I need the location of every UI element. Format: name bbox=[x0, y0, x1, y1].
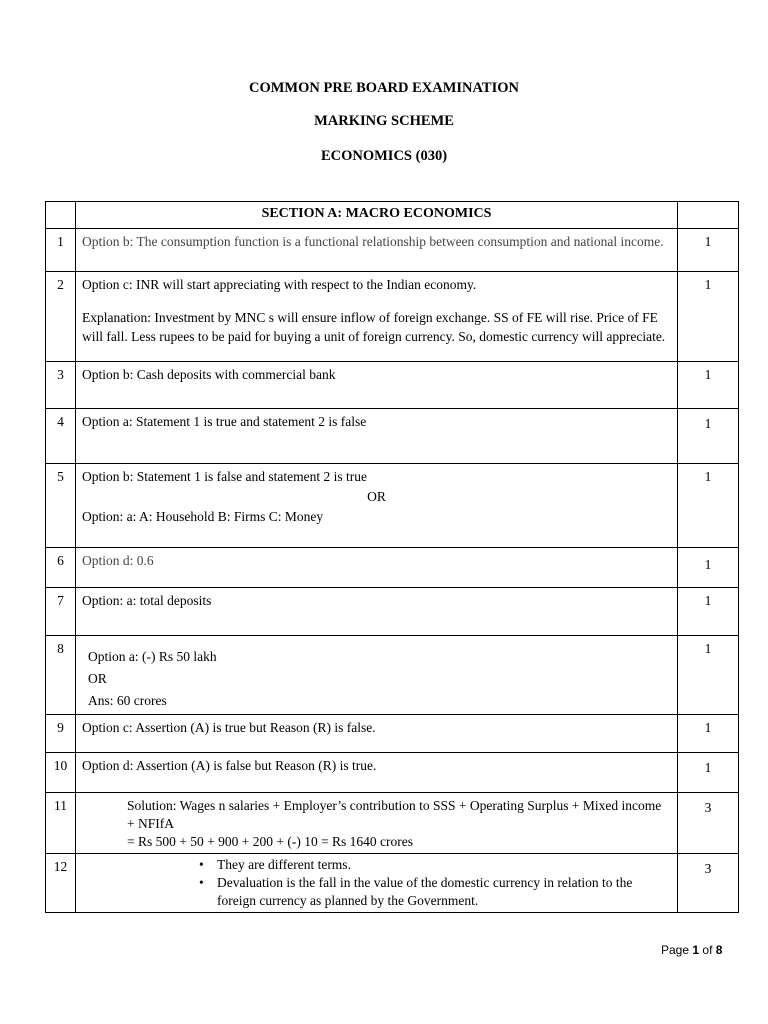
bullet-icon: • bbox=[199, 875, 204, 890]
answer-text: Option a: Statement 1 is true and statement 2 is false bbox=[76, 409, 678, 464]
question-number: 6 bbox=[46, 548, 76, 588]
question-number: 4 bbox=[46, 409, 76, 464]
exam-title: COMMON PRE BOARD EXAMINATION bbox=[249, 80, 519, 96]
section-header-num-cell bbox=[46, 202, 76, 229]
question-number: 8 bbox=[46, 636, 76, 715]
answer-text: Option d: Assertion (A) is false but Reason (R) is true. bbox=[76, 753, 678, 793]
question-number: 12 bbox=[46, 854, 76, 913]
section-title: SECTION A: MACRO ECONOMICS bbox=[76, 202, 678, 229]
answer-cell bbox=[76, 464, 678, 548]
marks: 1 bbox=[678, 409, 739, 464]
marks: 1 bbox=[678, 588, 739, 636]
answer-text: Option a: (-) Rs 50 lakh bbox=[88, 649, 217, 664]
current-page-number: 1 bbox=[692, 943, 700, 957]
question-number: 3 bbox=[46, 362, 76, 409]
marks: 1 bbox=[678, 548, 739, 588]
table-row bbox=[46, 272, 739, 362]
table-row bbox=[46, 362, 739, 409]
answer-text: Option d: 0.6 bbox=[76, 548, 678, 588]
table-row bbox=[46, 464, 739, 548]
or-separator: OR bbox=[88, 671, 107, 686]
total-pages: 8 bbox=[715, 943, 723, 957]
table-row bbox=[46, 409, 739, 464]
section-header-mark-cell bbox=[678, 202, 739, 229]
answer-text: Option b: Statement 1 is false and statement 2 is true bbox=[82, 469, 367, 484]
answer-text: Option b: The consumption function is a functional relationship between consumption and national income. bbox=[76, 229, 678, 272]
question-number: 5 bbox=[46, 464, 76, 548]
answer-text: Option: a: total deposits bbox=[76, 588, 678, 636]
question-number: 7 bbox=[46, 588, 76, 636]
marks: 1 bbox=[678, 464, 739, 548]
bullet-text: Devaluation is the fall in the value of the domestic currency in relation to the foreign currency as planned by the Government. bbox=[217, 875, 633, 908]
table-row bbox=[46, 588, 739, 636]
alternate-answer-text: Ans: 60 crores bbox=[88, 693, 167, 708]
question-number: 11 bbox=[46, 793, 76, 854]
table-row bbox=[46, 548, 739, 588]
marking-scheme-title: MARKING SCHEME bbox=[314, 113, 454, 129]
answer-cell bbox=[76, 636, 678, 715]
question-number: 2 bbox=[46, 272, 76, 362]
marks: 1 bbox=[678, 636, 739, 715]
answer-text: Option c: INR will start appreciating with respect to the Indian economy. bbox=[82, 277, 477, 292]
bullet-text: They are different terms. bbox=[217, 857, 351, 872]
page-indicator bbox=[661, 943, 722, 957]
answer-text: Option c: Assertion (A) is true but Reason (R) is false. bbox=[76, 715, 678, 753]
or-separator: OR bbox=[367, 489, 386, 504]
answer-cell bbox=[76, 854, 678, 913]
marks: 1 bbox=[678, 715, 739, 753]
bullet-icon: • bbox=[199, 857, 204, 872]
marks: 1 bbox=[678, 272, 739, 362]
marking-scheme-table bbox=[45, 201, 739, 913]
explanation-text: Explanation: Investment by MNC s will ensure inflow of foreign exchange. SS of FE will rise. Price of FE will fall. Less rupees to be paid for buying a unit of foreign currency. So, domestic currency will appreciate. bbox=[82, 310, 666, 344]
table-row bbox=[46, 753, 739, 793]
question-number: 10 bbox=[46, 753, 76, 793]
table-row bbox=[46, 636, 739, 715]
table-row bbox=[46, 229, 739, 272]
marks: 1 bbox=[678, 362, 739, 409]
marks: 1 bbox=[678, 753, 739, 793]
list-item bbox=[82, 856, 671, 874]
section-header-row bbox=[46, 202, 739, 229]
question-number: 1 bbox=[46, 229, 76, 272]
answer-cell bbox=[76, 793, 678, 854]
table-row bbox=[46, 854, 739, 913]
table-row bbox=[46, 793, 739, 854]
marks: 1 bbox=[678, 229, 739, 272]
alternate-answer-text: Option: a: A: Household B: Firms C: Money bbox=[82, 509, 324, 524]
list-item bbox=[82, 874, 671, 910]
answer-text: Option b: Cash deposits with commercial bank bbox=[76, 362, 678, 409]
solution-text: Solution: Wages n salaries + Employer’s contribution to SSS + Operating Surplus + Mixed income + NFIfA bbox=[127, 798, 662, 831]
of-label: of bbox=[702, 943, 713, 957]
page-label: Page bbox=[661, 943, 690, 957]
marks: 3 bbox=[678, 793, 739, 854]
marks: 3 bbox=[678, 854, 739, 913]
subject-title: ECONOMICS (030) bbox=[320, 148, 448, 164]
table-row bbox=[46, 715, 739, 753]
answer-cell bbox=[76, 272, 678, 362]
question-number: 9 bbox=[46, 715, 76, 753]
solution-calculation: = Rs 500 + 50 + 900 + 200 + (-) 10 = Rs 1640 crores bbox=[127, 834, 414, 849]
